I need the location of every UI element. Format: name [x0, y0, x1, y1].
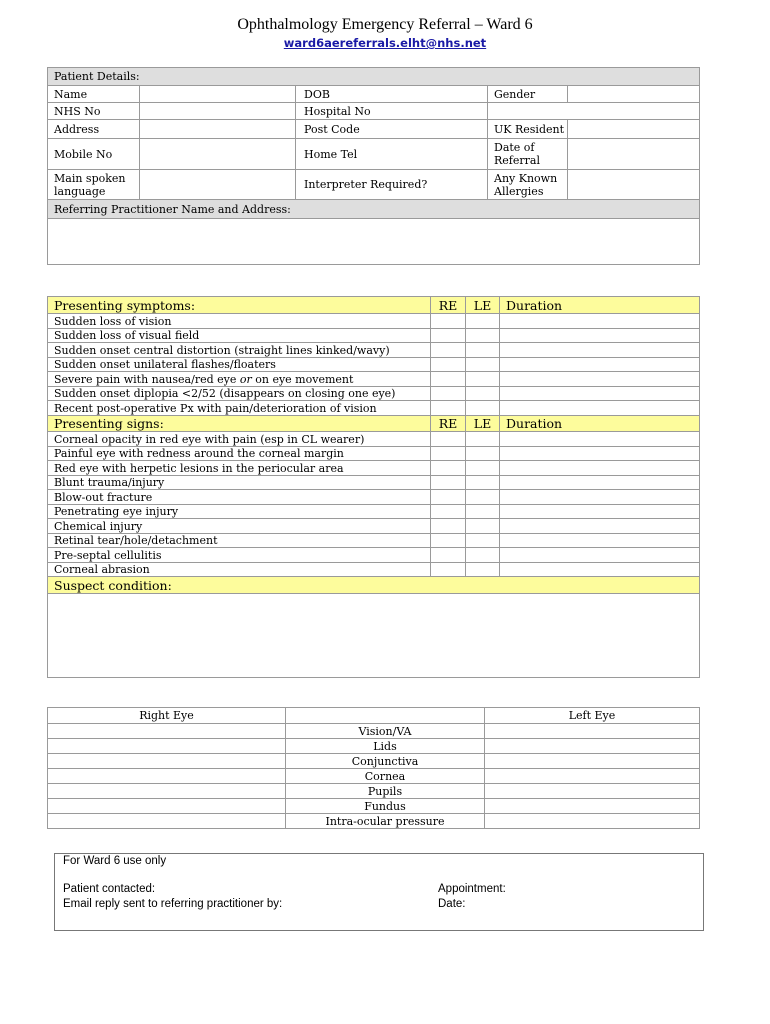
- sign-le-cell[interactable]: [466, 490, 500, 505]
- symptom-le-cell[interactable]: [466, 358, 500, 372]
- symptom-row-label: [48, 372, 431, 387]
- address-field[interactable]: [140, 120, 296, 139]
- sign-re-cell[interactable]: [431, 476, 466, 490]
- exam-row-label: Fundus: [286, 799, 485, 814]
- symptom-duration-cell[interactable]: [500, 358, 700, 372]
- suspect-condition-heading: Suspect condition:: [48, 577, 700, 594]
- left-eye-header: Left Eye: [485, 708, 700, 724]
- home-tel-label: Home Tel: [296, 139, 488, 170]
- sign-re-cell[interactable]: [431, 505, 466, 519]
- nhs-no-field[interactable]: [140, 103, 296, 120]
- sign-le-cell[interactable]: [466, 519, 500, 534]
- symptoms-le-header: LE: [466, 297, 500, 314]
- sign-re-cell[interactable]: [431, 563, 466, 577]
- sign-re-cell[interactable]: [431, 432, 466, 447]
- right-eye-header: Right Eye: [48, 708, 286, 724]
- sign-row-label: Corneal abrasion: [48, 563, 431, 577]
- right-eye-cell[interactable]: [48, 769, 286, 784]
- right-eye-cell[interactable]: [48, 754, 286, 769]
- sign-duration-cell[interactable]: [500, 534, 700, 548]
- symptom-eye-movement-text: on eye movement: [251, 372, 354, 386]
- exam-row-label: Vision/VA: [286, 724, 485, 739]
- date-of-referral-field[interactable]: [568, 139, 700, 170]
- presenting-signs-heading: Presenting signs:: [48, 416, 431, 432]
- examination-table: [47, 707, 700, 829]
- symptom-le-cell[interactable]: [466, 387, 500, 401]
- symptom-re-cell[interactable]: [431, 358, 466, 372]
- left-eye-cell[interactable]: [485, 799, 700, 814]
- allergies-field[interactable]: [568, 170, 700, 200]
- nhs-no-label: NHS No: [48, 103, 140, 120]
- symptom-or-text: or: [239, 372, 252, 386]
- sign-duration-cell[interactable]: [500, 505, 700, 519]
- sign-le-cell[interactable]: [466, 432, 500, 447]
- name-field[interactable]: [140, 86, 296, 103]
- sign-duration-cell[interactable]: [500, 548, 700, 563]
- hospital-no-label: Hospital No: [296, 103, 488, 120]
- presenting-symptoms-heading: Presenting symptoms:: [48, 297, 431, 314]
- right-eye-cell[interactable]: [48, 814, 286, 829]
- sign-duration-cell[interactable]: [500, 476, 700, 490]
- symptom-row-label: Sudden loss of vision: [48, 314, 431, 329]
- left-eye-cell[interactable]: [485, 739, 700, 754]
- sign-row-label: Blunt trauma/injury: [48, 476, 431, 490]
- email-reply-label: Email reply sent to referring practitioner by:: [63, 898, 283, 910]
- main-language-label: Main spoken language: [48, 170, 140, 200]
- sign-le-cell[interactable]: [466, 476, 500, 490]
- sign-duration-cell[interactable]: [500, 461, 700, 476]
- patient-details-heading: Patient Details:: [48, 68, 700, 86]
- suspect-condition-field[interactable]: [48, 594, 700, 678]
- symptom-re-cell[interactable]: [431, 314, 466, 329]
- sign-re-cell[interactable]: [431, 447, 466, 461]
- interpreter-label: Interpreter Required?: [296, 170, 488, 200]
- sign-re-cell[interactable]: [431, 461, 466, 476]
- sign-re-cell[interactable]: [431, 490, 466, 505]
- patient-details-table: [47, 67, 700, 265]
- sign-le-cell[interactable]: [466, 563, 500, 577]
- uk-resident-field[interactable]: [568, 120, 700, 139]
- sign-le-cell[interactable]: [466, 461, 500, 476]
- uk-resident-label: UK Resident: [488, 120, 568, 139]
- exam-row-label: Conjunctiva: [286, 754, 485, 769]
- symptom-le-cell[interactable]: [466, 329, 500, 343]
- exam-row-label: Lids: [286, 739, 485, 754]
- left-eye-cell[interactable]: [485, 814, 700, 829]
- symptoms-duration-header: Duration: [500, 297, 700, 314]
- referring-practitioner-heading: Referring Practitioner Name and Address:: [48, 200, 700, 219]
- sign-row-label: Retinal tear/hole/detachment: [48, 534, 431, 548]
- sign-duration-cell[interactable]: [500, 432, 700, 447]
- ward-use-box: [54, 853, 704, 931]
- symptom-duration-cell[interactable]: [500, 372, 700, 387]
- left-eye-cell[interactable]: [485, 769, 700, 784]
- symptom-duration-cell[interactable]: [500, 387, 700, 401]
- symptoms-re-header: RE: [431, 297, 466, 314]
- sign-row-label: Corneal opacity in red eye with pain (esp in CL wearer): [48, 432, 431, 447]
- sign-duration-cell[interactable]: [500, 447, 700, 461]
- sign-le-cell[interactable]: [466, 548, 500, 563]
- address-label: Address: [48, 120, 140, 139]
- left-eye-cell[interactable]: [485, 724, 700, 739]
- appointment-label: Appointment:: [438, 883, 506, 895]
- right-eye-cell[interactable]: [48, 799, 286, 814]
- symptom-re-cell[interactable]: [431, 343, 466, 358]
- symptom-row-label: Sudden onset diplopia <2/52 (disappears on closing one eye): [48, 387, 431, 401]
- sign-duration-cell[interactable]: [500, 490, 700, 505]
- symptom-re-cell[interactable]: [431, 401, 466, 416]
- symptom-le-cell[interactable]: [466, 372, 500, 387]
- date-label: Date:: [438, 898, 466, 910]
- ward-use-heading: For Ward 6 use only: [63, 855, 167, 867]
- sign-le-cell[interactable]: [466, 447, 500, 461]
- gender-label: Gender: [488, 86, 568, 103]
- form-title: Ophthalmology Emergency Referral – Ward 6: [237, 16, 533, 33]
- mobile-no-field[interactable]: [140, 139, 296, 170]
- patient-contacted-label: Patient contacted:: [63, 883, 156, 895]
- sign-re-cell[interactable]: [431, 548, 466, 563]
- post-code-label: Post Code: [296, 120, 488, 139]
- left-eye-cell[interactable]: [485, 754, 700, 769]
- symptom-le-cell[interactable]: [466, 401, 500, 416]
- symptom-row-label: Recent post-operative Px with pain/deterioration of vision: [48, 401, 431, 416]
- exam-header-blank: [286, 708, 485, 724]
- signs-le-header: LE: [466, 416, 500, 432]
- main-language-field[interactable]: [140, 170, 296, 200]
- sign-row-label: Penetrating eye injury: [48, 505, 431, 519]
- referring-practitioner-field[interactable]: [48, 219, 700, 265]
- symptom-duration-cell[interactable]: [500, 343, 700, 358]
- sign-row-label: Blow-out fracture: [48, 490, 431, 505]
- sign-row-label: Painful eye with redness around the corneal margin: [48, 447, 431, 461]
- symptom-row-label: Sudden onset unilateral flashes/floaters: [48, 358, 431, 372]
- exam-row-label: Intra-ocular pressure: [286, 814, 485, 829]
- right-eye-cell[interactable]: [48, 724, 286, 739]
- signs-re-header: RE: [431, 416, 466, 432]
- sign-duration-cell[interactable]: [500, 563, 700, 577]
- sign-re-cell[interactable]: [431, 534, 466, 548]
- sign-row-label: Chemical injury: [48, 519, 431, 534]
- gender-field[interactable]: [568, 86, 700, 103]
- mobile-no-label: Mobile No: [48, 139, 140, 170]
- left-eye-cell[interactable]: [485, 784, 700, 799]
- dob-label: DOB: [296, 86, 488, 103]
- exam-row-label: Cornea: [286, 769, 485, 784]
- symptom-re-cell[interactable]: [431, 387, 466, 401]
- symptom-row-label: Sudden loss of visual field: [48, 329, 431, 343]
- symptom-re-cell[interactable]: [431, 329, 466, 343]
- symptom-row-label: Sudden onset central distortion (straight lines kinked/wavy): [48, 343, 431, 358]
- symptom-duration-cell[interactable]: [500, 314, 700, 329]
- right-eye-cell[interactable]: [48, 784, 286, 799]
- symptom-duration-cell[interactable]: [500, 401, 700, 416]
- sign-duration-cell[interactable]: [500, 519, 700, 534]
- sign-le-cell[interactable]: [466, 505, 500, 519]
- allergies-label: Any Known Allergies: [488, 170, 568, 200]
- right-eye-cell[interactable]: [48, 739, 286, 754]
- sign-le-cell[interactable]: [466, 534, 500, 548]
- symptom-re-cell[interactable]: [431, 372, 466, 387]
- sign-row-label: Pre-septal cellulitis: [48, 548, 431, 563]
- sign-re-cell[interactable]: [431, 519, 466, 534]
- symptom-severe-pain-text: Severe pain with nausea/red eye: [54, 372, 240, 386]
- date-of-referral-label: Date of Referral: [488, 139, 568, 170]
- signs-duration-header: Duration: [500, 416, 700, 432]
- symptoms-signs-table: [47, 296, 700, 678]
- sign-row-label: Red eye with herpetic lesions in the periocular area: [48, 461, 431, 476]
- hospital-no-field[interactable]: [488, 103, 700, 120]
- name-label: Name: [48, 86, 140, 103]
- exam-row-label: Pupils: [286, 784, 485, 799]
- referral-email-link[interactable]: ward6aereferrals.elht@nhs.net: [283, 36, 487, 50]
- symptom-le-cell[interactable]: [466, 343, 500, 358]
- symptom-duration-cell[interactable]: [500, 329, 700, 343]
- symptom-le-cell[interactable]: [466, 314, 500, 329]
